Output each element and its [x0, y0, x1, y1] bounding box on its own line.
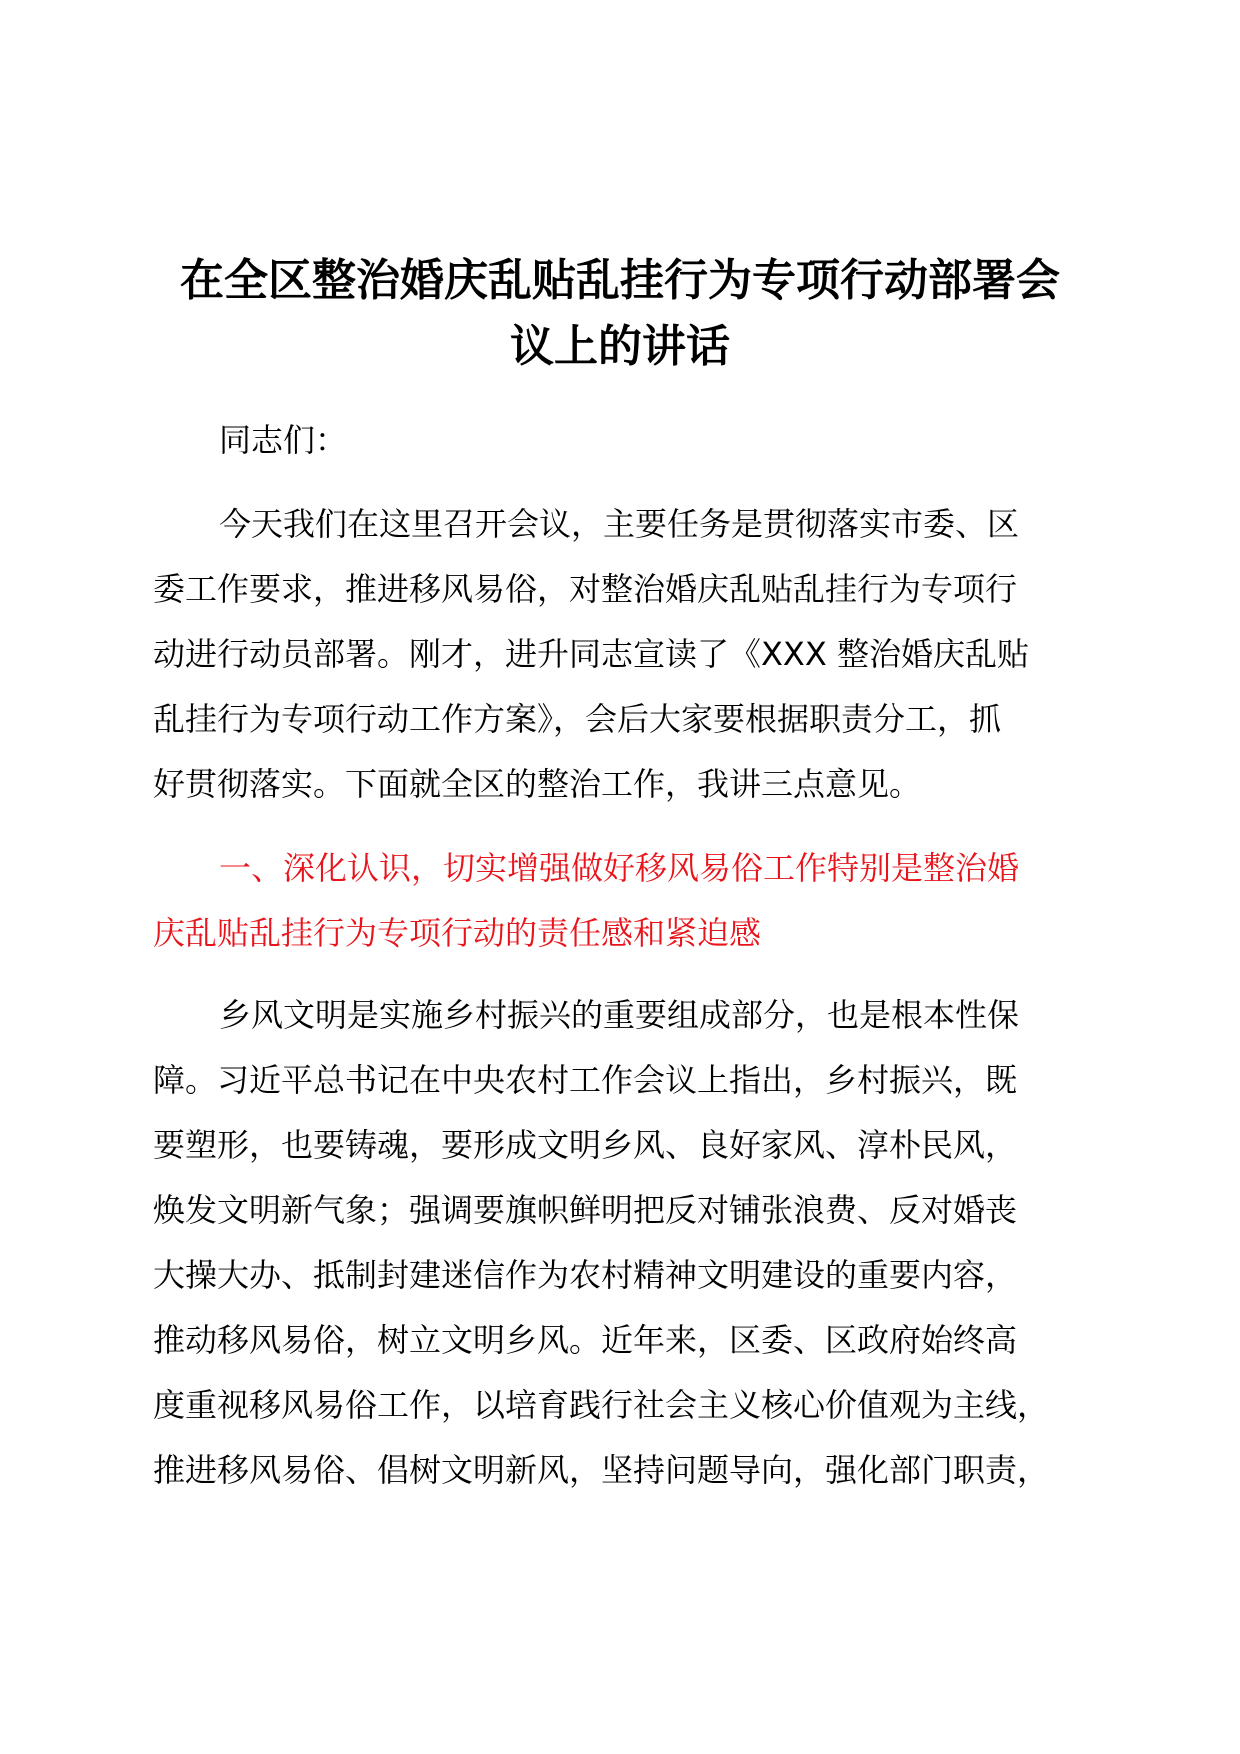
paragraph-line: 乡风文明是实施乡村振兴的重要组成部分，也是根本性保: [219, 996, 1020, 1034]
paragraph-line: 动进行动员部署。刚才，进升同志宣读了《XXX 整治婚庆乱贴: [153, 635, 1029, 673]
paragraph-line: 委工作要求，推进移风易俗，对整治婚庆乱贴乱挂行为专项行: [153, 570, 1018, 608]
paragraph-line: 焕发文明新气象；强调要旗帜鲜明把反对铺张浪费、反对婚丧: [153, 1191, 1018, 1229]
paragraph-line: 推进移风易俗、倡树文明新风，坚持问题导向，强化部门职责，: [153, 1451, 1050, 1489]
title-line: 议上的讲话: [510, 321, 730, 372]
heading-line: 庆乱贴乱挂行为专项行动的责任感和紧迫感: [153, 914, 762, 952]
paragraph-line: 要塑形，也要铸魂，要形成文明乡风、良好家风、淳朴民风，: [153, 1126, 1018, 1164]
document-title: [150, 248, 1090, 380]
paragraph-line: 乱挂行为专项行动工作方案》，会后大家要根据职责分工，抓: [153, 700, 1002, 738]
paragraph-line: 障。习近平总书记在中央农村工作会议上指出，乡村振兴，既: [153, 1061, 1018, 1099]
paragraph-line: 好贯彻落实。下面就全区的整治工作，我讲三点意见。: [153, 765, 922, 803]
paragraph-line: 推动移风易俗，树立文明乡风。近年来，区委、区政府始终高: [153, 1321, 1018, 1359]
paragraph-intro: [153, 492, 1090, 817]
paragraph-line: 大操大办、抵制封建迷信作为农村精神文明建设的重要内容，: [153, 1256, 1018, 1294]
heading-line: 一、深化认识，切实增强做好移风易俗工作特别是整治婚: [219, 849, 1020, 887]
salutation-text: 同志们：: [219, 421, 348, 459]
title-line: 在全区整治婚庆乱贴乱挂行为专项行动部署会: [180, 255, 1060, 306]
paragraph-line: 度重视移风易俗工作，以培育践行社会主义核心价值观为主线，: [153, 1386, 1050, 1424]
section-heading-1: [153, 836, 1090, 966]
paragraph-line: 今天我们在这里召开会议，主要任务是贯彻落实市委、区: [219, 505, 1020, 543]
salutation: [153, 408, 1090, 473]
paragraph-section-1: [153, 983, 1090, 1503]
